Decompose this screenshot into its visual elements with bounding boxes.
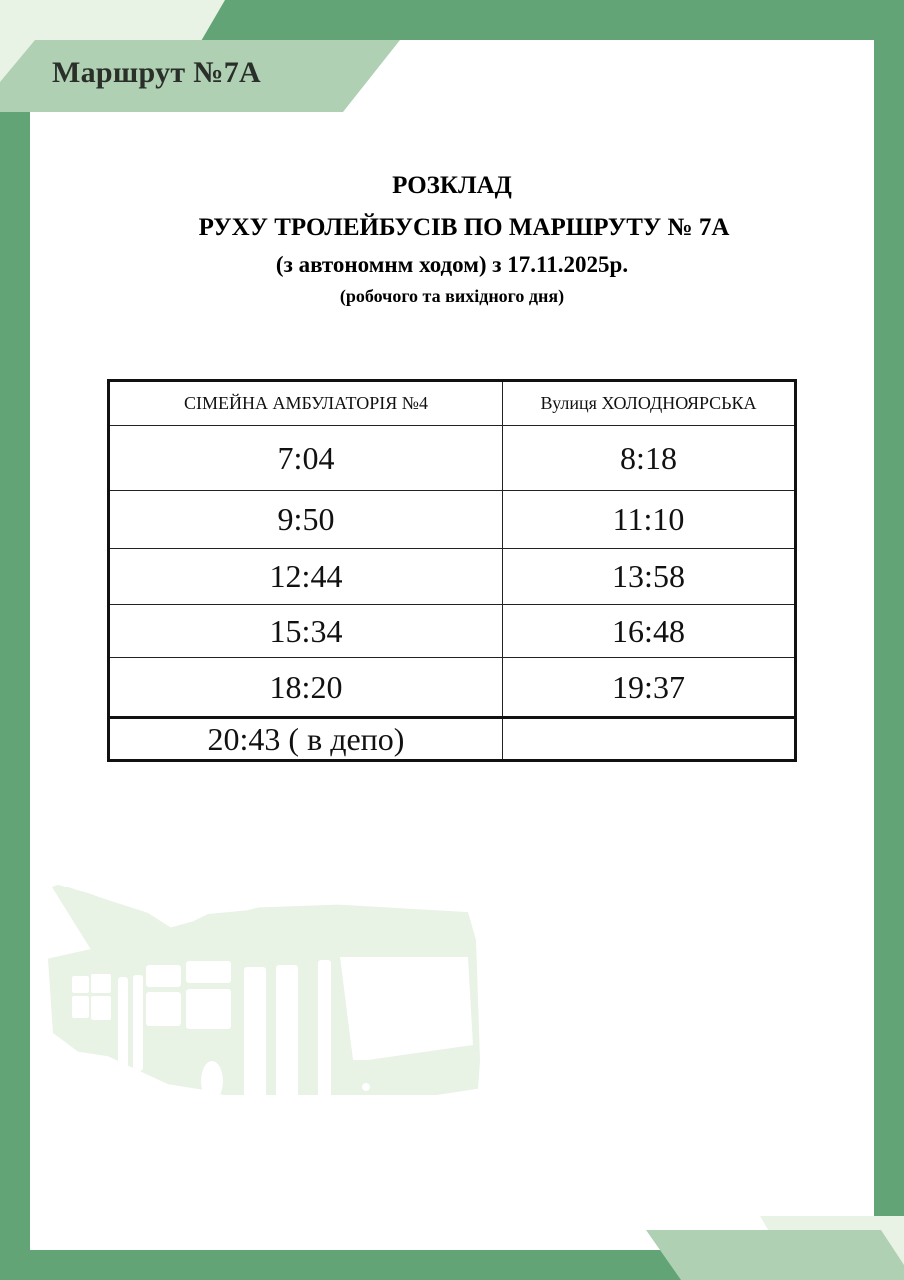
departure-time: 13:58 [503, 549, 796, 605]
schedule-heading: РОЗКЛАД [392, 172, 512, 199]
departure-time: 20:43 ( в депо) [109, 718, 503, 761]
schedule-day-type: (робочого та вихідного дня) [339, 286, 565, 306]
column-header-destination: Вулиця ХОЛОДНОЯРСЬКА [503, 381, 796, 426]
schedule-subheading: РУХУ ТРОЛЕЙБУСІВ ПО МАРШРУТУ № 7А [198, 214, 730, 241]
departure-time: 8:18 [503, 426, 796, 491]
departure-time: 7:04 [109, 426, 503, 491]
table-row [109, 549, 796, 605]
table-row [109, 605, 796, 658]
trolleybus-icon [48, 885, 488, 1095]
departure-time: 9:50 [109, 491, 503, 549]
schedule-effective-date: (з автономнм ходом) з 17.11.2025р. [275, 252, 629, 277]
table-row [109, 491, 796, 549]
table-header-row [109, 381, 796, 426]
departure-time: 19:37 [503, 658, 796, 718]
departure-time [503, 718, 796, 761]
departure-time: 11:10 [503, 491, 796, 549]
corner-decoration-bottom-right [646, 1230, 904, 1280]
table-row [109, 426, 796, 491]
border-segment [0, 112, 30, 132]
column-header-origin: СІМЕЙНА АМБУЛАТОРІЯ №4 [109, 381, 503, 426]
departure-time: 18:20 [109, 658, 503, 718]
table-row [109, 718, 796, 761]
departure-time: 12:44 [109, 549, 503, 605]
table-row [109, 658, 796, 718]
route-title: Маршрут №7А [52, 56, 261, 89]
departure-time: 16:48 [503, 605, 796, 658]
schedule-table [107, 379, 797, 762]
departure-time: 15:34 [109, 605, 503, 658]
